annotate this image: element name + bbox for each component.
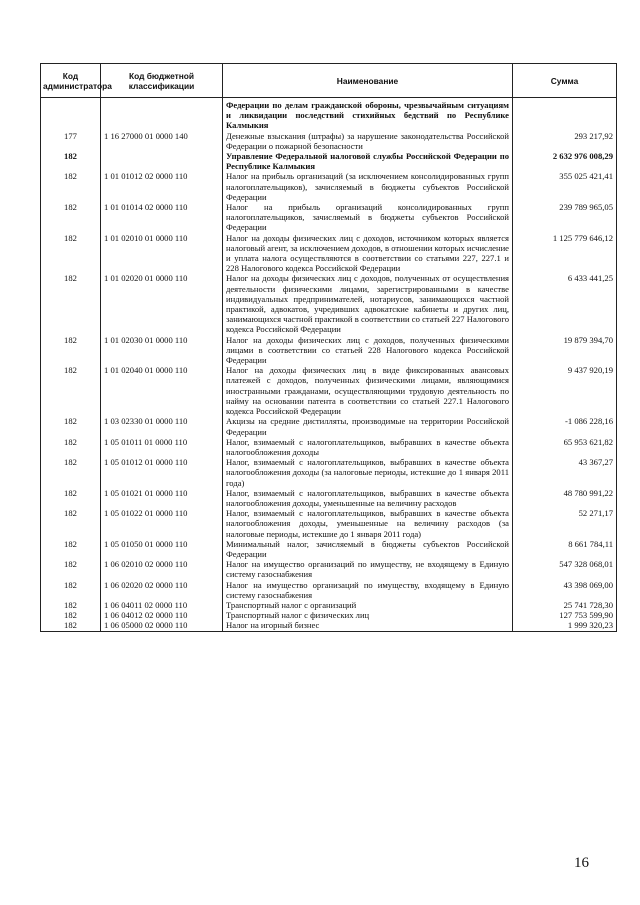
cell-name: Налог на доходы физических лиц с доходов, полученных физическими лицами в соответствии со статьей 228 Налогового кодекса Российской Федерации bbox=[223, 335, 513, 366]
table-row bbox=[41, 610, 617, 620]
cell-budget-code: 1 01 02010 01 0000 110 bbox=[101, 233, 223, 274]
table-row bbox=[41, 457, 617, 488]
cell-name: Транспортный налог с физических лиц bbox=[223, 610, 513, 620]
cell-sum: 19 879 394,70 bbox=[513, 335, 617, 366]
cell-admin-code: 182 bbox=[41, 488, 101, 508]
table-row bbox=[41, 151, 617, 171]
budget-revenue-table bbox=[40, 63, 617, 632]
table-row bbox=[41, 365, 617, 416]
cell-sum: 43 398 069,00 bbox=[513, 580, 617, 600]
cell-sum: 65 953 621,82 bbox=[513, 437, 617, 457]
cell-name: Денежные взыскания (штрафы) за нарушение законодательства Российской Федерации о пожарной безопасности bbox=[223, 131, 513, 151]
cell-name: Налог на прибыль организаций (за исключением консолидированных групп налогоплательщиков), зачисляемый в бюджеты субъектов Российской Федерации bbox=[223, 171, 513, 202]
table-row bbox=[41, 600, 617, 610]
cell-budget-code: 1 06 02010 02 0000 110 bbox=[101, 559, 223, 579]
cell-sum: -1 086 228,16 bbox=[513, 416, 617, 436]
cell-name: Налог на имущество организаций по имуществу, не входящему в Единую систему газоснабжения bbox=[223, 559, 513, 579]
cell-admin-code: 182 bbox=[41, 620, 101, 631]
cell-admin-code: 182 bbox=[41, 559, 101, 579]
cell-name: Налог на доходы физических лиц с доходов, источником которых является налоговый агент, за исключением доходов, в отношении которых исчисление и уплата налога осуществляются в соответствии со статьями 227, 227.1 и 228 Налогового кодекса Российской Федерации bbox=[223, 233, 513, 274]
cell-admin-code: 182 bbox=[41, 610, 101, 620]
cell-sum: 1 125 779 646,12 bbox=[513, 233, 617, 274]
cell-budget-code: 1 01 02030 01 0000 110 bbox=[101, 335, 223, 366]
cell-admin-code: 182 bbox=[41, 151, 101, 171]
cell-budget-code: 1 01 01014 02 0000 110 bbox=[101, 202, 223, 233]
cell-budget-code: 1 06 04012 02 0000 110 bbox=[101, 610, 223, 620]
cell-admin-code: 182 bbox=[41, 233, 101, 274]
cell-budget-code: 1 05 01012 01 0000 110 bbox=[101, 457, 223, 488]
table-row bbox=[41, 202, 617, 233]
table-row bbox=[41, 233, 617, 274]
table-row bbox=[41, 416, 617, 436]
cell-budget-code bbox=[101, 151, 223, 171]
cell-admin-code: 182 bbox=[41, 580, 101, 600]
cell-budget-code: 1 05 01050 01 0000 110 bbox=[101, 539, 223, 559]
cell-sum: 547 328 068,01 bbox=[513, 559, 617, 579]
cell-name: Минимальный налог, зачисляемый в бюджеты субъектов Российской Федерации bbox=[223, 539, 513, 559]
cell-budget-code: 1 05 01022 01 0000 110 bbox=[101, 508, 223, 539]
cell-name: Налог на имущество организаций по имуществу, входящему в Единую систему газоснабжения bbox=[223, 580, 513, 600]
table-row bbox=[41, 508, 617, 539]
cell-sum: 43 367,27 bbox=[513, 457, 617, 488]
cell-sum: 48 780 991,22 bbox=[513, 488, 617, 508]
cell-admin-code bbox=[41, 100, 101, 131]
cell-name: Управление Федеральной налоговой службы Российской Федерации по Республике Калмыкия bbox=[223, 151, 513, 171]
table-row bbox=[41, 171, 617, 202]
table-row bbox=[41, 131, 617, 151]
cell-name: Акцизы на средние дистилляты, производимые на территории Российской Федерации bbox=[223, 416, 513, 436]
cell-name: Налог, взимаемый с налогоплательщиков, выбравших в качестве объекта налогообложения доходы (за налоговые периоды, истекшие до 1 января 2011 года) bbox=[223, 457, 513, 488]
cell-admin-code: 182 bbox=[41, 335, 101, 366]
cell-budget-code: 1 01 02020 01 0000 110 bbox=[101, 273, 223, 334]
header-sum: Сумма bbox=[513, 64, 617, 98]
cell-admin-code: 182 bbox=[41, 508, 101, 539]
cell-name: Налог на доходы физических лиц в виде фиксированных авансовых платежей с доходов, полученных физическими лицами, являющимися иностранными гражданами, осуществляющими трудовую деятельность по найму на основании патента в соответствии со статьей 227.1 Налогового кодекса Российской Федерации bbox=[223, 365, 513, 416]
cell-admin-code: 182 bbox=[41, 437, 101, 457]
cell-admin-code: 182 bbox=[41, 273, 101, 334]
cell-sum: 239 789 965,05 bbox=[513, 202, 617, 233]
cell-admin-code: 182 bbox=[41, 171, 101, 202]
cell-name: Транспортный налог с организаций bbox=[223, 600, 513, 610]
cell-budget-code: 1 05 01021 01 0000 110 bbox=[101, 488, 223, 508]
cell-budget-code: 1 03 02330 01 0000 110 bbox=[101, 416, 223, 436]
page-number: 16 bbox=[574, 855, 589, 871]
cell-name: Налог, взимаемый с налогоплательщиков, выбравших в качестве объекта налогообложения доходы bbox=[223, 437, 513, 457]
cell-admin-code: 182 bbox=[41, 457, 101, 488]
cell-budget-code: 1 16 27000 01 0000 140 bbox=[101, 131, 223, 151]
cell-admin-code: 182 bbox=[41, 202, 101, 233]
cell-name: Федерации по делам гражданской обороны, чрезвычайным ситуациям и ликвидации последствий стихийных бедствий по Республике Калмыкия bbox=[223, 100, 513, 131]
cell-sum: 2 632 976 008,29 bbox=[513, 151, 617, 171]
cell-name: Налог на прибыль организаций консолидированных групп налогоплательщиков, зачисляемый в бюджеты субъектов Российской Федерации bbox=[223, 202, 513, 233]
cell-sum: 355 025 421,41 bbox=[513, 171, 617, 202]
cell-sum: 25 741 728,30 bbox=[513, 600, 617, 610]
cell-budget-code: 1 01 01012 02 0000 110 bbox=[101, 171, 223, 202]
table-row bbox=[41, 620, 617, 631]
header-budget-classification-code: Код бюджетной классификации bbox=[101, 64, 223, 98]
cell-budget-code bbox=[101, 100, 223, 131]
cell-sum: 52 271,17 bbox=[513, 508, 617, 539]
cell-sum: 1 999 320,23 bbox=[513, 620, 617, 631]
table-row bbox=[41, 335, 617, 366]
cell-sum: 9 437 920,19 bbox=[513, 365, 617, 416]
cell-name: Налог на игорный бизнес bbox=[223, 620, 513, 631]
cell-budget-code: 1 06 05000 02 0000 110 bbox=[101, 620, 223, 631]
cell-name: Налог на доходы физических лиц с доходов, полученных от осуществления деятельности физическими лицами, зарегистрированными в качестве индивидуальных предпринимателей, нотариусов, занимающихся частной практикой, адвокатов, учредивших адвокатские кабинеты и других лиц, занимающихся частной практикой в соответствии со статьей 227 Налогового кодекса Российской Федерации bbox=[223, 273, 513, 334]
cell-admin-code: 182 bbox=[41, 600, 101, 610]
cell-name: Налог, взимаемый с налогоплательщиков, выбравших в качестве объекта налогообложения доходы, уменьшенные на величину расходов (за налоговые периоды, истекшие до 1 января 2011 года) bbox=[223, 508, 513, 539]
cell-budget-code: 1 01 02040 01 0000 110 bbox=[101, 365, 223, 416]
cell-admin-code: 182 bbox=[41, 365, 101, 416]
cell-admin-code: 182 bbox=[41, 416, 101, 436]
table-row bbox=[41, 488, 617, 508]
cell-sum: 127 753 599,90 bbox=[513, 610, 617, 620]
cell-sum: 8 661 784,11 bbox=[513, 539, 617, 559]
cell-budget-code: 1 06 02020 02 0000 110 bbox=[101, 580, 223, 600]
cell-sum: 6 433 441,25 bbox=[513, 273, 617, 334]
cell-name: Налог, взимаемый с налогоплательщиков, выбравших в качестве объекта налогообложения доходы, уменьшенные на величину расходов bbox=[223, 488, 513, 508]
header-name: Наименование bbox=[223, 64, 513, 98]
table-row bbox=[41, 273, 617, 334]
cell-budget-code: 1 05 01011 01 0000 110 bbox=[101, 437, 223, 457]
table-header-row bbox=[41, 64, 617, 98]
table-row bbox=[41, 580, 617, 600]
cell-budget-code: 1 06 04011 02 0000 110 bbox=[101, 600, 223, 610]
table-row bbox=[41, 559, 617, 579]
cell-admin-code: 177 bbox=[41, 131, 101, 151]
table-row bbox=[41, 539, 617, 559]
cell-sum: 293 217,92 bbox=[513, 131, 617, 151]
header-admin-code: Код администратора bbox=[41, 64, 101, 98]
cell-admin-code: 182 bbox=[41, 539, 101, 559]
table-row bbox=[41, 437, 617, 457]
table-row bbox=[41, 100, 617, 131]
cell-sum bbox=[513, 100, 617, 131]
